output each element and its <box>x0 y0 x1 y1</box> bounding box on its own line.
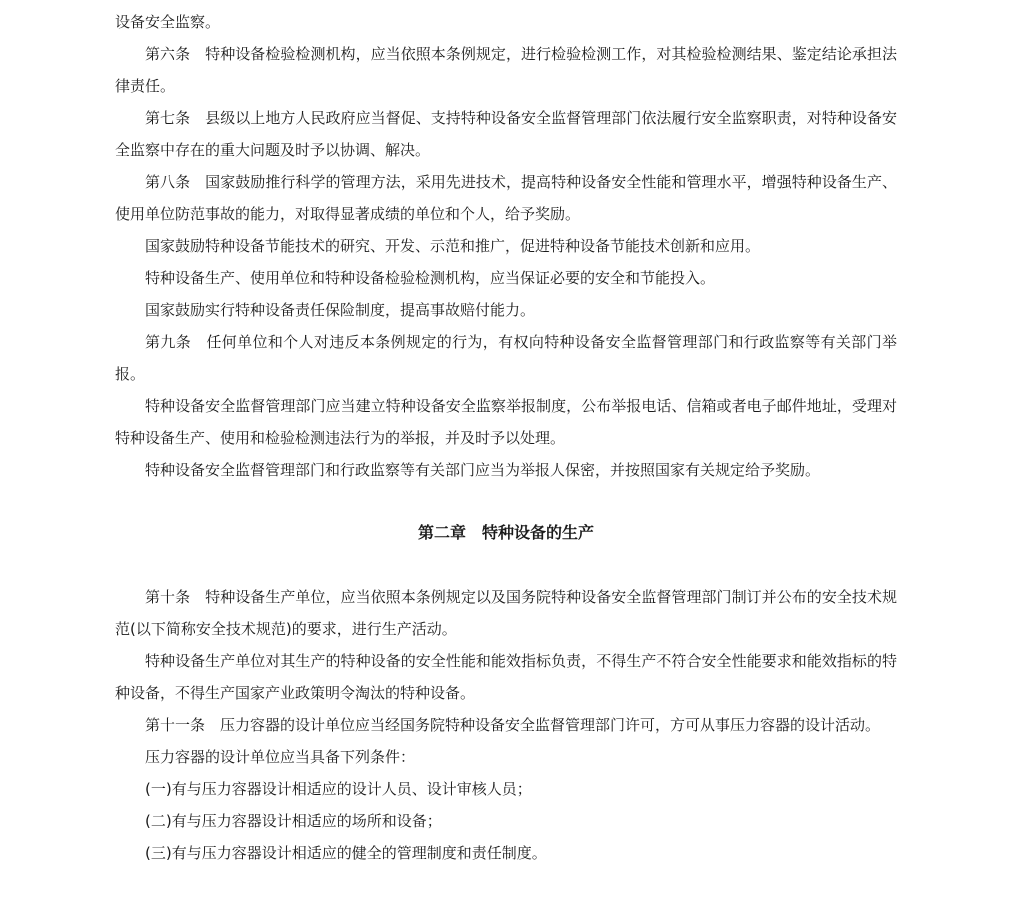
paragraph-article-8-insurance: 国家鼓励实行特种设备责任保险制度，提高事故赔付能力。 <box>145 301 536 319</box>
chapter-title: 第二章 特种设备的生产 <box>417 523 594 542</box>
paragraph-article-8-energy: 国家鼓励特种设备节能技术的研究、开发、示范和推广，促进特种设备节能技术创新和应用。 <box>145 237 761 255</box>
paragraph-article-11: 第十一条 压力容器的设计单位应当经国务院特种设备安全监督管理部门许可，方可从事压力容器的设计活动。 <box>145 716 881 734</box>
list-item-condition-1: (一)有与压力容器设计相适应的设计人员、设计审核人员； <box>145 780 532 798</box>
paragraph-article-9-reporting: 特种设备安全监督管理部门应当建立特种设备安全监察举报制度，公布举报电话、信箱或者电子邮件地址，受理对特种设备生产、使用和检验检测违法行为的举报，并及时予以处理。 <box>115 397 897 447</box>
paragraph-article-8-investment: 特种设备生产、使用单位和特种设备检验检测机构，应当保证必要的安全和节能投入。 <box>145 269 716 287</box>
paragraph-article-7: 第七条 县级以上地方人民政府应当督促、支持特种设备安全监督管理部门依法履行安全监察职责，对特种设备安全监察中存在的重大问题及时予以协调、解决。 <box>115 109 897 159</box>
paragraph-article-6: 第六条 特种设备检验检测机构，应当依照本条例规定，进行检验检测工作，对其检验检测结果、鉴定结论承担法律责任。 <box>115 45 897 95</box>
document-body <box>115 6 897 869</box>
paragraph-article-10-responsibility: 特种设备生产单位对其生产的特种设备的安全性能和能效指标负责，不得生产不符合安全性能要求和能效指标的特种设备，不得生产国家产业政策明令淘汰的特种设备。 <box>115 652 897 702</box>
paragraph-article-9-confidentiality: 特种设备安全监督管理部门和行政监察等有关部门应当为举报人保密，并按照国家有关规定给予奖励。 <box>145 461 821 479</box>
paragraph-article-8: 第八条 国家鼓励推行科学的管理方法，采用先进技术，提高特种设备安全性能和管理水平，增强特种设备生产、使用单位防范事故的能力，对取得显著成绩的单位和个人，给予奖励。 <box>115 173 897 223</box>
paragraph-continuation: 设备安全监察。 <box>115 13 221 31</box>
paragraph-article-11-conditions: 压力容器的设计单位应当具备下列条件： <box>145 748 416 766</box>
list-item-condition-2: (二)有与压力容器设计相适应的场所和设备； <box>145 812 442 830</box>
paragraph-article-10: 第十条 特种设备生产单位，应当依照本条例规定以及国务院特种设备安全监督管理部门制订并公布的安全技术规范(以下简称安全技术规范)的要求，进行生产活动。 <box>115 588 897 638</box>
list-item-condition-3: (三)有与压力容器设计相适应的健全的管理制度和责任制度。 <box>145 844 547 862</box>
paragraph-article-9: 第九条 任何单位和个人对违反本条例规定的行为，有权向特种设备安全监督管理部门和行政监察等有关部门举报。 <box>115 333 897 383</box>
